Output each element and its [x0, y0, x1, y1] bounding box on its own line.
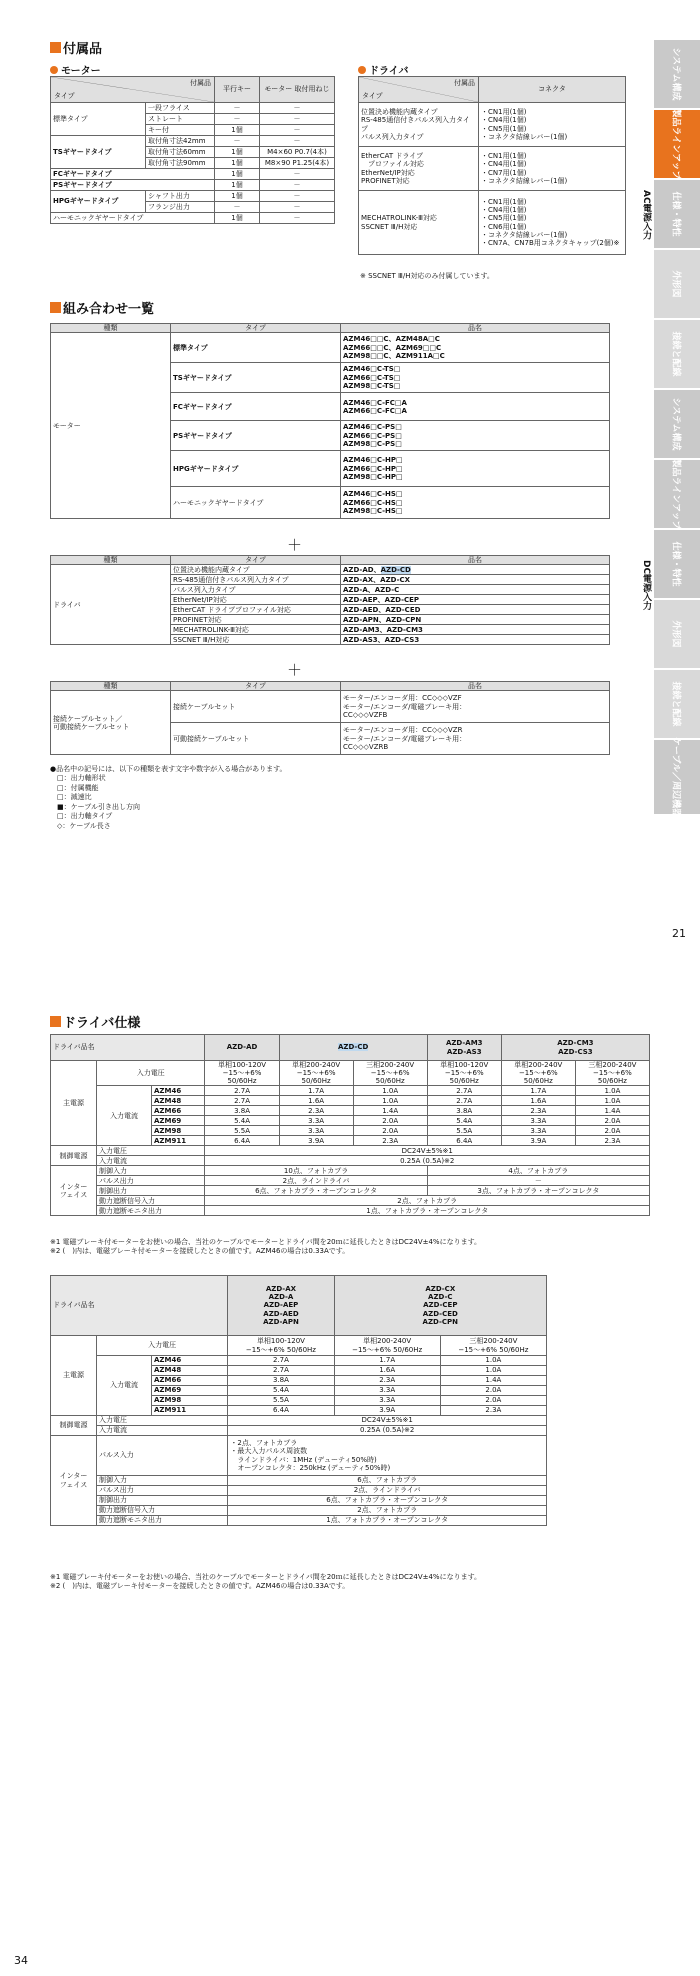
- tab-spec-ac[interactable]: 仕様・特性: [654, 180, 700, 250]
- spec-notes-1: ※1 電磁ブレーキ付モーターをお使いの場合、当社のケーブルでモーターとドライバ間を20ｍに延長したときはDC24V±4%になります。 ※2 ( )内は、電磁ブレーキ付モーターを接続したときの値です。AZM46の場合は0.33Aです。: [50, 1238, 482, 1256]
- tab-dimension-dc[interactable]: 外形図: [654, 600, 700, 670]
- side-tabs: [654, 40, 700, 816]
- spec-table-1: ドライバ品名 AZD-AD AZD-CD AZD-AM3 AZD-AS3 AZD-CM3 AZD-CS3 主電源 入力電圧 単相100-120V −15〜+6% 50/60Hz 単相200-240V −15〜+6% 50/60Hz 三相200-240V −15〜+6% 50/60Hz 単相100-120V −15〜+6% 50/60Hz 単相200-240V −15〜+6% 50/60Hz 三相200-240V −15〜+6% 50/60Hz 入力電流 AZM46 2.7A 1.7A 1.0A 2.7A 1.7A 1.0A AZM48 2.7A 1.6A 1.0A 2.7A 1.6A 1.0A AZM66 3.8A 2.3A 1.4A 3.8A 2.3A 1.4A AZM69 5.4A 3.3A 2.0A 5.4A 3.3A 2.0A AZM98 5.5A 3.3A 2.0A 5.5A 3.3A 2.0A AZM911 6.4A 3.9A 2.3A 6.4A 3.9A 2.3A 制御電源 入力電圧 DC24V±5%※1 入力電流 0.25A (0.5A)※2 インター フェイス 制御入力 10点、フォトカプラ 4点、フォトカプラ パルス出力 2点、ラインドライバ － 制御出力 6点、フォトカプラ・オープンコレクタ 3点、フォトカプラ・オープンコレクタ 動力遮断信号入力 2点、フォトカプラ 動力遮断モニタ出力 1点、フォトカプラ・オープンコレクタ: [50, 1034, 650, 1216]
- driver-spec-heading: ドライバ仕様: [50, 1012, 140, 1031]
- bullet-dot-icon: [50, 66, 58, 74]
- band-ac-label: AC電源入力: [641, 190, 651, 240]
- tab-system-dc[interactable]: システム構成: [654, 390, 700, 460]
- spec-table-2: ドライバ品名 AZD-AX AZD-A AZD-AEP AZD-AED AZD-APN AZD-CX AZD-C AZD-CEP AZD-CED AZD-CPN 主電源 入力電圧 単相100-120V −15〜+6% 50/60Hz 単相200-240V −15〜+6% 50/60Hz 三相200-240V −15〜+6% 50/60Hz 入力電流 AZM46 2.7A 1.7A 1.0A AZM48 2.7A 1.6A 1.0A AZM66 3.8A 2.3A 1.4A AZM69 5.4A 3.3A 2.0A AZM98 5.5A 3.3A 2.0A AZM911 6.4A 3.9A 2.3A 制御電源 入力電圧 DC24V±5%※1 入力電流 0.25A (0.5A)※2 インター フェイス パルス入力 ・2点、フォトカプラ ・最大入力パルス周波数 ラインドライバ：1MHz (デューティ50%時) オープンコレクタ：250kHz (デューティ50%時) 制御入力 6点、フォトカプラ パルス出力 2点、ラインドライバ 制御出力 6点、フォトカプラ・オープンコレクタ 動力遮断信号入力 2点、フォトカプラ 動力遮断モニタ出力 1点、フォトカプラ・オープンコレクタ: [50, 1275, 547, 1526]
- tab-wiring-ac[interactable]: 接続と配線: [654, 320, 700, 390]
- plus-icon: ＋: [287, 661, 303, 679]
- combo-heading: 組み合わせ一覧: [50, 298, 154, 317]
- driver-accessory-table: 付属品 タイプ コネクタ 位置決め機能内蔵タイプ RS-485通信付きパルス列入力タイプ パルス列入力タイプ ・CN1用(1個) ・CN4用(1個) ・CN5用(1個) ・コネクタ結線レバー(1個) EtherCAT ドライブ プロファイル対応 EtherNet/IP対応 PROFINET対応 ・CN1用(1個) ・CN4用(1個) ・CN7用(1個) ・コネクタ結線レバー(1個) MECHATROLINK-Ⅲ対応 SSCNET Ⅲ/H対応 ・CN1用(1個) ・CN4用(1個) ・CN5用(1個) ・CN6用(1個) ・コネクタ結線レバー(1個) ・CN7A、CN7B用コネクタキャップ(2個)※: [358, 76, 626, 255]
- heading-square-icon: [50, 302, 61, 313]
- driver-note: ※ SSCNET Ⅲ/H対応のみ付属しています。: [360, 272, 494, 280]
- col-connector: コネクタ: [479, 77, 626, 103]
- motor-subheading: モーター: [50, 62, 101, 77]
- combo-motor-table: 種類 タイプ 品名 モーター 標準タイプ AZM46□□C、AZM48A□C AZM66□□C、AZM69□□C AZM98□□C、AZM911A□C TSギヤードタイプ AZM46□C-TS□ AZM66□C-TS□ AZM98□C-TS□ FCギヤードタイプ AZM46□C-FC□A AZM66□C-FC□A PSギヤードタイプ AZM46□C-PS□ AZM66□C-PS□ AZM98□C-PS□ HPGギヤードタイプ AZM46□C-HP□ AZM66□C-HP□ AZM98□C-HP□ ハーモニックギヤードタイプ AZM46□C-HS□ AZM66□C-HS□ AZM98□C-HS□: [50, 323, 610, 519]
- page-number: 34: [14, 1954, 28, 1967]
- band-dc-label: DC電源入力: [641, 560, 651, 611]
- combo-cable-table: 種類 タイプ 品名 接続ケーブルセット／ 可動接続ケーブルセット 接続ケーブルセット モーター/エンコーダ用：CC◇◇◇VZF モーター/エンコーダ/電磁ブレーキ用： CC◇◇◇VZFB 可動接続ケーブルセット モーター/エンコーダ用：CC◇◇◇VZR モーター/エンコーダ/電磁ブレーキ用： CC◇◇◇VZRB: [50, 681, 610, 755]
- heading-square-icon: [50, 42, 61, 53]
- tab-dimension-ac[interactable]: 外形図: [654, 250, 700, 320]
- col-screw: モーター 取付用ねじ: [260, 77, 335, 103]
- tab-lineup-dc[interactable]: 製品ラインアップ: [654, 460, 700, 530]
- tab-cable[interactable]: ケーブル／周辺機器: [654, 740, 700, 816]
- tab-wiring-dc[interactable]: 接続と配線: [654, 670, 700, 740]
- diag-header-cell: 付属品 タイプ: [51, 77, 215, 103]
- legend: ●品名中の記号には、以下の種類を表す文字や数字が入る場合があります。 □：出力軸形状 □：付属機能 □：減速比 ■：ケーブル引き出し方向 □：出力軸タイプ ◇：ケーブル長さ: [50, 765, 287, 830]
- accessories-title: 付属品: [63, 42, 103, 57]
- page-number: 21: [672, 927, 686, 940]
- heading-square-icon: [50, 1016, 61, 1027]
- combo-driver-table: 種類 タイプ 品名 ドライバ 位置決め機能内蔵タイプ AZD-AD、AZD-CD RS-485通信付きパルス列入力タイプ AZD-AX、AZD-CX パルス列入力タイプ AZD-A、AZD-C EtherNet/IP対応 AZD-AEP、AZD-CEP EtherCAT ドライブプロファイル対応 AZD-AED、AZD-CED PROFINET対応 AZD-APN、AZD-CPN MECHATROLINK-Ⅲ対応 AZD-AM3、AZD-CM3 SSCNET Ⅲ/H対応 AZD-AS3、AZD-CS3: [50, 555, 610, 645]
- motor-accessory-table: 付属品 タイプ 平行キー モーター 取付用ねじ 標準タイプ 一段フライス － － ストレート － － キー付 1個 － TSギヤードタイプ 取付角寸法42mm － － 取付角寸法60mm 1個 M4×60 P0.7(4本) 取付角寸法90mm 1個 M8×90 P1.25(4本) FCギヤードタイプ 1個 － PSギヤードタイプ 1個 － HPGギヤードタイプ シャフト出力 1個 － フランジ出力 － － ハーモニックギヤードタイプ 1個 －: [50, 76, 335, 224]
- bullet-dot-icon: [358, 66, 366, 74]
- driver-subheading: ドライバ: [358, 62, 409, 77]
- plus-icon: ＋: [287, 536, 303, 554]
- diag-header-cell: 付属品 タイプ: [359, 77, 479, 103]
- accessories-heading: [50, 38, 102, 57]
- tab-spec-dc[interactable]: 仕様・特性: [654, 530, 700, 600]
- tab-lineup-ac[interactable]: 製品ラインアップ: [654, 110, 700, 180]
- tab-system-ac[interactable]: システム構成: [654, 40, 700, 110]
- page-34: [0, 988, 700, 1976]
- spec-notes-2: ※1 電磁ブレーキ付モーターをお使いの場合、当社のケーブルでモーターとドライバ間を20ｍに延長したときはDC24V±4%になります。 ※2 ( )内は、電磁ブレーキ付モーターを接続したときの値です。AZM46の場合は0.33Aです。: [50, 1573, 482, 1591]
- col-key: 平行キー: [215, 77, 260, 103]
